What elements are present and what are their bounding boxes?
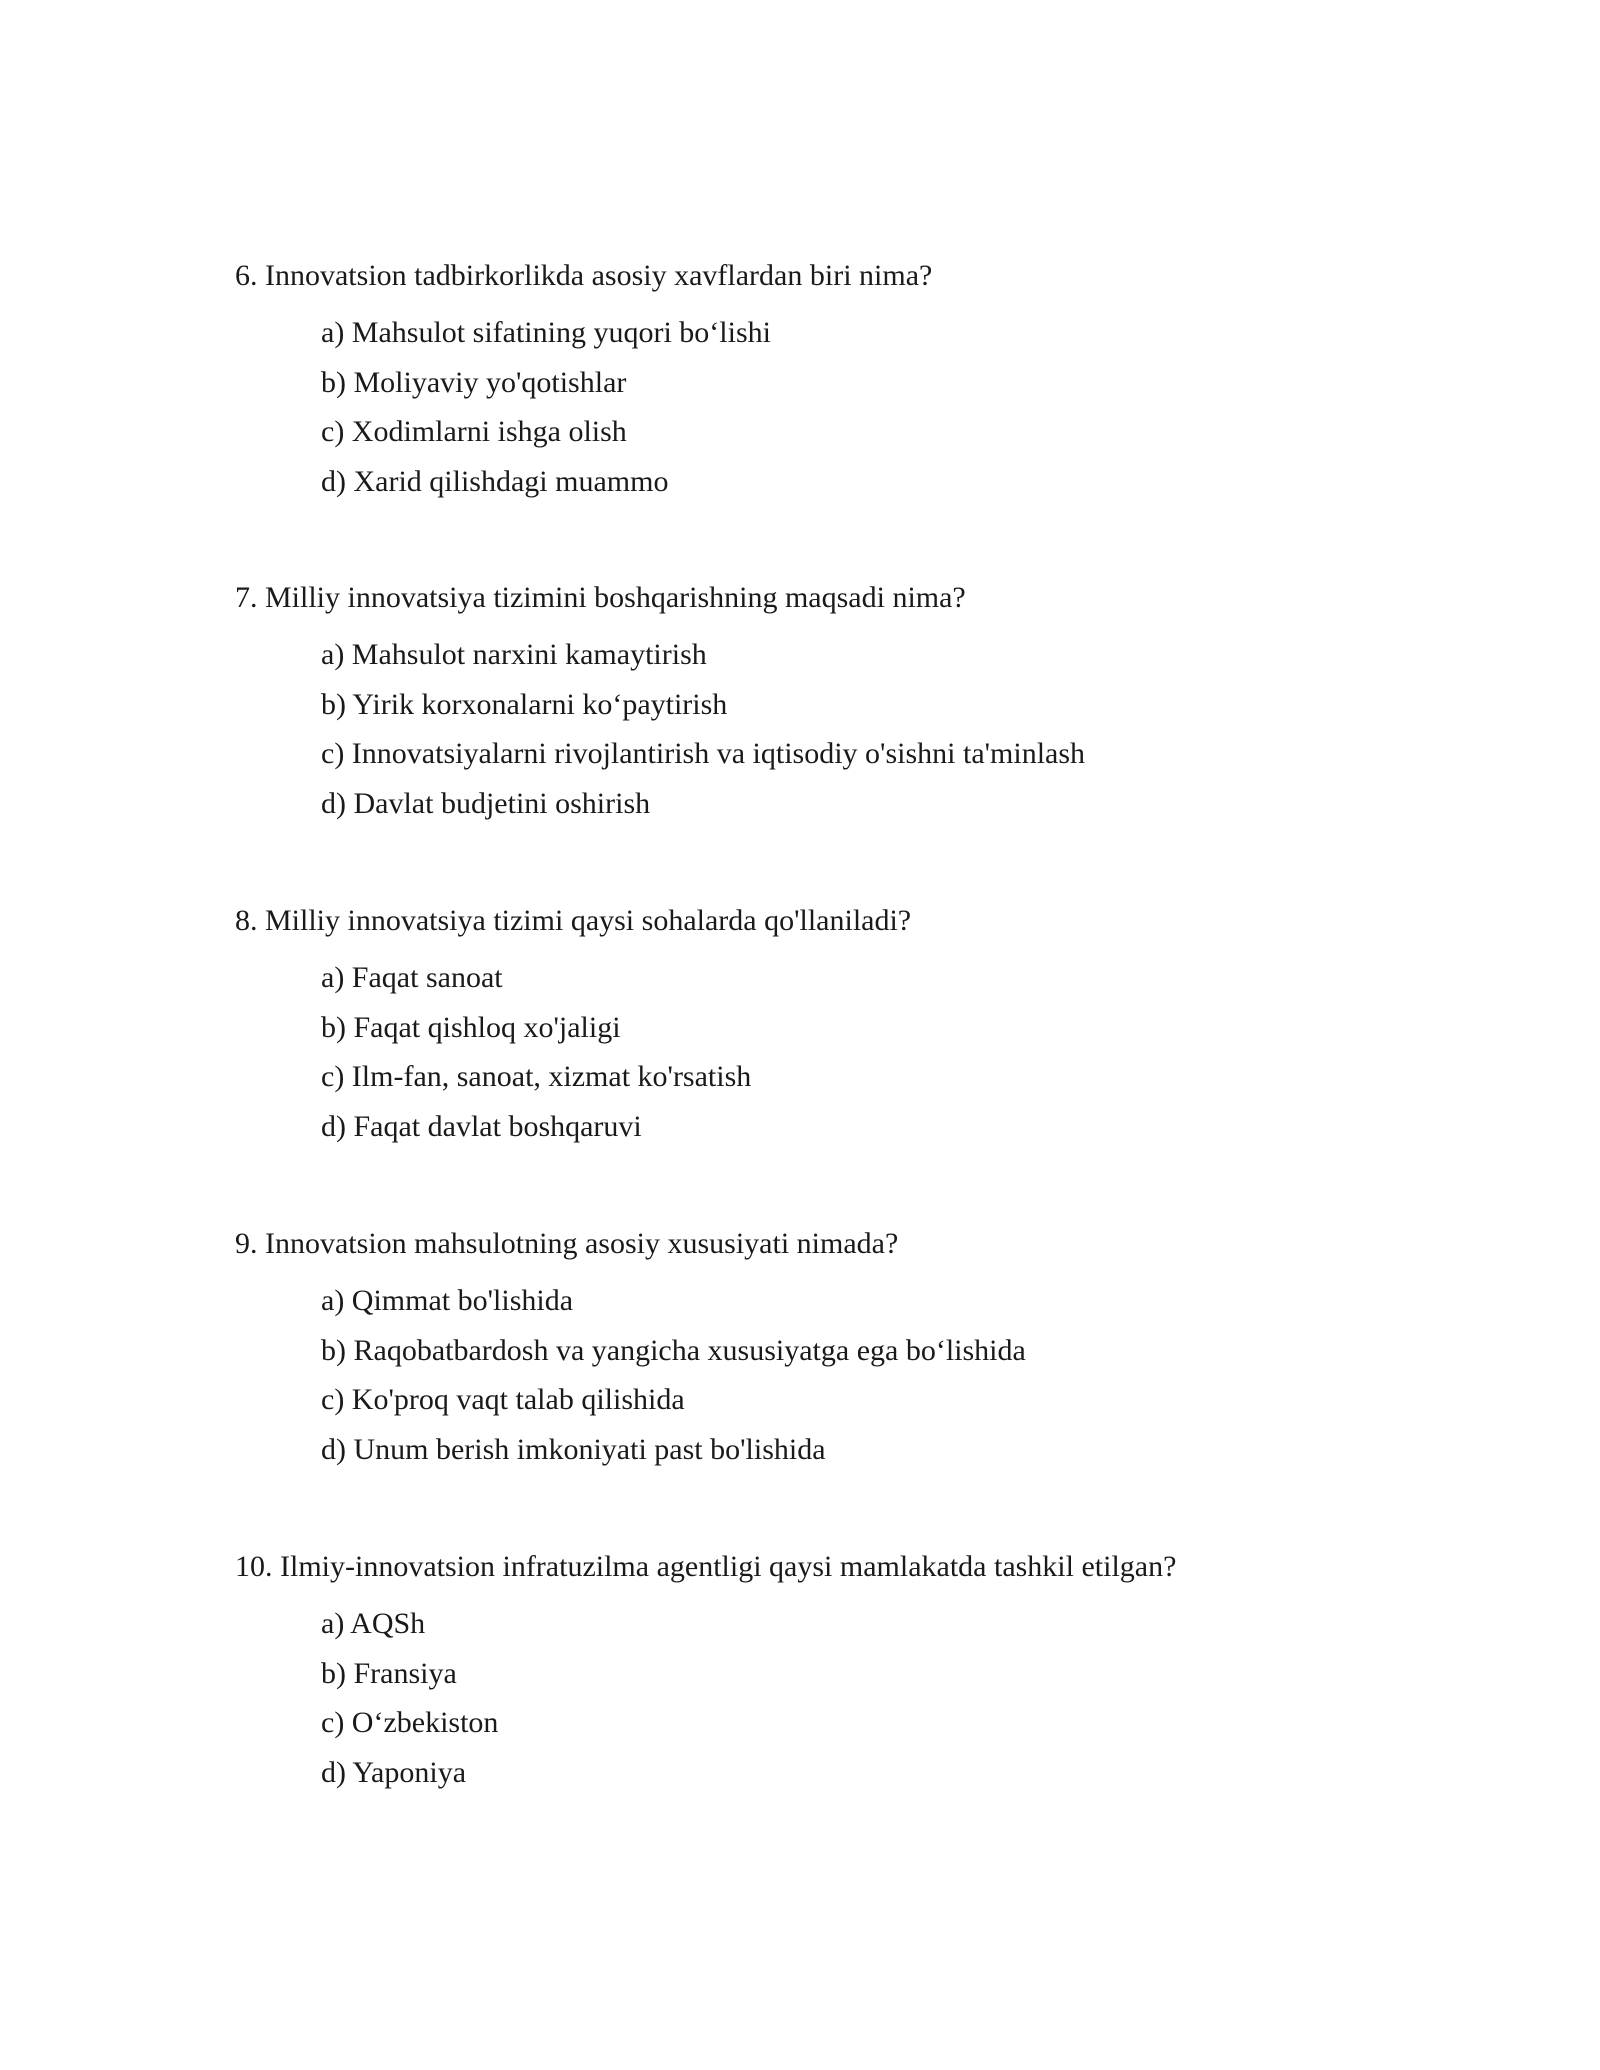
question-text: 10. Ilmiy-innovatsion infratuzilma agentligi qaysi mamlakatda tashkil etilgan? xyxy=(235,1550,1177,1583)
option-a: a) AQSh xyxy=(321,1607,426,1640)
answer-options xyxy=(321,313,1485,511)
option-c: c) Innovatsiyalarni rivojlantirish va iqtisodiy o'sishni ta'minlash xyxy=(321,737,1086,770)
option-a: a) Mahsulot narxini kamaytirish xyxy=(321,638,707,671)
option-c: c) O‘zbekiston xyxy=(321,1706,499,1739)
answer-options xyxy=(321,635,1485,833)
question-8 xyxy=(235,901,1485,1156)
option-d: d) Unum berish imkoniyati past bo'lishida xyxy=(321,1432,826,1466)
answer-options xyxy=(321,958,1485,1156)
question-text: 9. Innovatsion mahsulotning asosiy xususiyati nimada? xyxy=(235,1227,899,1260)
question-text: 6. Innovatsion tadbirkorlikda asosiy xavflardan biri nima? xyxy=(235,259,933,292)
option-d: d) Davlat budjetini oshirish xyxy=(321,786,651,820)
option-d: d) Faqat davlat boshqaruvi xyxy=(321,1109,642,1143)
option-a: a) Faqat sanoat xyxy=(321,961,503,994)
question-9 xyxy=(235,1224,1485,1479)
option-c: c) Xodimlarni ishga olish xyxy=(321,415,627,448)
option-d: d) Yaponiya xyxy=(321,1755,467,1789)
question-10 xyxy=(235,1547,1485,1802)
option-b: b) Faqat qishloq xo'jaligi xyxy=(321,1010,621,1044)
option-d: d) Xarid qilishdagi muammo xyxy=(321,464,669,498)
question-text: 7. Milliy innovatsiya tizimini boshqarishning maqsadi nima? xyxy=(235,581,966,614)
option-b: b) Raqobatbardosh va yangicha xususiyatga ega bo‘lishida xyxy=(321,1333,1026,1367)
option-a: a) Mahsulot sifatining yuqori bo‘lishi xyxy=(321,316,771,349)
option-c: c) Ko'proq vaqt talab qilishida xyxy=(321,1383,685,1416)
option-b: b) Moliyaviy yo'qotishlar xyxy=(321,365,627,399)
option-a: a) Qimmat bo'lishida xyxy=(321,1284,574,1317)
option-b: b) Fransiya xyxy=(321,1656,457,1690)
option-c: c) Ilm-fan, sanoat, xizmat ko'rsatish xyxy=(321,1060,752,1093)
question-6 xyxy=(235,256,1485,511)
question-text: 8. Milliy innovatsiya tizimi qaysi sohalarda qo'llaniladi? xyxy=(235,904,912,937)
question-7 xyxy=(235,578,1485,833)
option-b: b) Yirik korxonalarni ko‘paytirish xyxy=(321,687,728,721)
answer-options xyxy=(321,1281,1485,1479)
answer-options xyxy=(321,1604,1485,1802)
